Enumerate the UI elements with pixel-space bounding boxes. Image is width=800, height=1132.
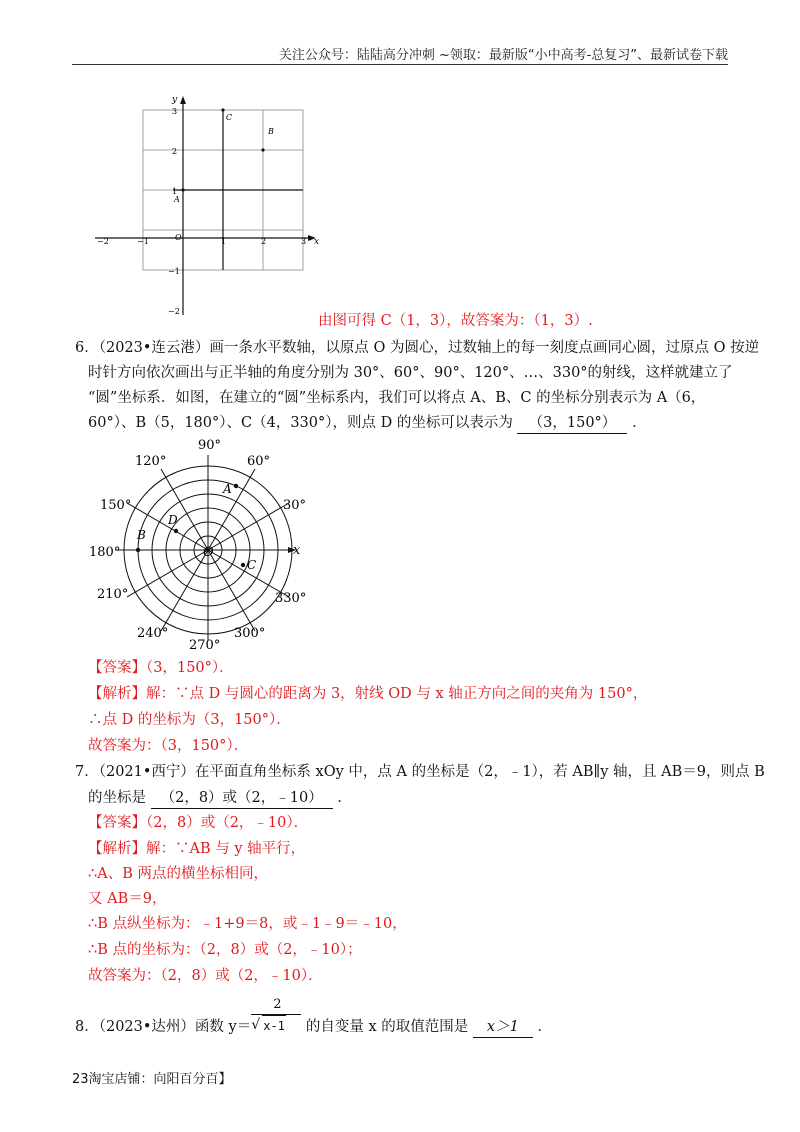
- q7-analysis-l2: ∴A、B 两点的横坐标相同，: [88, 866, 268, 882]
- q7-line1: 7．（2021•西宁）在平面直角坐标系 xOy 中，点 A 的坐标是（2，﹣1），若 AB∥y 轴，且 AB＝9，则点 B: [75, 764, 765, 780]
- y-axis-label: y: [172, 95, 178, 105]
- q6-line1: 6．（2023•连云港）画一条水平数轴，以原点 O 为圆心，过数轴上的每一刻度点画同心圆，过原点 O 按逆: [75, 340, 760, 356]
- x-axis-label: x: [314, 237, 320, 247]
- point-c-label: C: [226, 113, 233, 122]
- point-b-label: B: [137, 528, 146, 542]
- point-c: [241, 563, 245, 567]
- q7-answer: 【答案】（2，8）或（2，﹣10）．: [88, 815, 309, 831]
- point-b: [136, 548, 140, 552]
- q6-analysis-tag: 【解析】: [88, 686, 146, 702]
- q6-line4-prefix: 60°）、B（5，180°）、C（4，330°），则点 D 的坐标可以表示为: [88, 415, 513, 431]
- x-axis-label: x: [293, 543, 301, 558]
- point-a-label: A: [174, 195, 180, 204]
- q7-analysis-l1: 解：∵AB 与 y 轴平行，: [146, 841, 306, 857]
- angle-label: 150°: [100, 498, 132, 513]
- angle-label: 270°: [189, 638, 221, 653]
- q6-final: 故答案为：（3，150°）．: [88, 738, 249, 754]
- q7-line2-prefix: 的坐标是: [88, 790, 146, 806]
- q6-therefore: ∴点 D 的坐标为（3，150°）．: [88, 712, 291, 728]
- angle-label: 30°: [283, 498, 307, 513]
- point-d: [174, 529, 178, 533]
- angle-label: 210°: [97, 587, 129, 602]
- y-tick: 3: [172, 107, 178, 116]
- y-tick: 1: [172, 187, 178, 196]
- q7-answer-blank: （2，8）或（2，﹣10）: [151, 788, 333, 809]
- angle-label: 240°: [137, 626, 169, 641]
- q7-analysis-tag: 【解析】: [88, 841, 146, 857]
- angle-label: 180°: [89, 545, 121, 560]
- y-tick: −1: [168, 267, 180, 276]
- q6-analysis: [88, 684, 647, 704]
- q8-answer-blank: x＞1: [473, 1017, 533, 1038]
- point-c: [221, 108, 224, 111]
- y-tick: −2: [168, 307, 180, 316]
- angle-label: 90°: [198, 438, 222, 453]
- origin-label: O: [203, 545, 214, 560]
- point-d-label: D: [168, 513, 178, 527]
- q8-suffix: 的自变量 x 的取值范围是: [305, 1019, 469, 1035]
- q7-analysis-l4: ∴B 点纵坐标为：﹣1+9＝8，或﹣1﹣9＝﹣10，: [88, 916, 407, 932]
- point-b-label: B: [268, 127, 274, 136]
- point-c-label: C: [247, 558, 257, 572]
- angle-label: 330°: [275, 591, 307, 606]
- point-a: [181, 188, 184, 191]
- point-a: [234, 484, 238, 488]
- q6-answer-blank: （3，150°）: [517, 413, 627, 434]
- x-tick: −1: [137, 237, 149, 246]
- angle-label: 300°: [234, 626, 266, 641]
- q5-answer: 由图可得 C（1，3），故答案为：（1，3）.: [318, 313, 593, 329]
- coordinate-graph: [80, 90, 330, 330]
- point-b: [261, 148, 264, 151]
- q7-analysis-l5: ∴B 点的坐标为：（2，8）或（2，﹣10）；: [88, 942, 362, 958]
- x-tick: 2: [261, 237, 267, 246]
- q7-analysis-l6: 故答案为：（2，8）或（2，﹣10）．: [88, 968, 323, 984]
- q6-line4: [88, 413, 647, 434]
- q8-radicand: x-1: [262, 1015, 286, 1036]
- q6-line4-suffix: ．: [632, 415, 647, 431]
- q8-prefix: 8．（2023•达州）函数 y＝: [75, 1019, 252, 1035]
- q7-line2-suffix: ．: [337, 790, 352, 806]
- polar-coordinate-diagram: [85, 435, 315, 655]
- q8-radical-sign: √: [251, 1017, 261, 1033]
- q8-numerator: 2: [273, 997, 282, 1012]
- q7-analysis: [88, 839, 305, 859]
- point-a-label: A: [223, 482, 232, 496]
- q8-line: [75, 997, 552, 1038]
- header-rule: [72, 64, 728, 65]
- x-tick: −2: [97, 237, 109, 246]
- x-tick: 1: [221, 237, 227, 246]
- q6-line2: 时针方向依次画出与正半轴的角度分别为 30°、60°、90°、120°、…、330°的射线，这样就建立了: [88, 365, 733, 381]
- page-footer: 23淘宝店铺：向阳百分百】: [72, 1072, 232, 1087]
- q8-fraction: [251, 997, 301, 1037]
- x-tick: 3: [301, 237, 307, 246]
- q7-line2: [88, 788, 352, 809]
- angle-label: 120°: [135, 454, 167, 469]
- q6-answer: 【答案】（3，150°）．: [88, 660, 234, 676]
- q6-line3: “圆”坐标系．如图，在建立的“圆”坐标系内，我们可以将点 A、B、C 的坐标分别表示为 A（6，: [88, 390, 706, 406]
- q8-end: ．: [537, 1019, 552, 1035]
- q6-analysis-text: 解：∵点 D 与圆心的距离为 3，射线 OD 与 x 轴正方向之间的夹角为 150°，: [146, 686, 648, 702]
- y-tick: 2: [172, 147, 178, 156]
- page-header: 关注公众号：陆陆高分冲刺 ~领取：最新版“小中高考-总复习”、最新试卷下载: [278, 48, 728, 63]
- q7-analysis-l3: 又 AB＝9，: [88, 891, 167, 907]
- origin-label: O: [175, 233, 182, 242]
- angle-label: 60°: [247, 454, 271, 469]
